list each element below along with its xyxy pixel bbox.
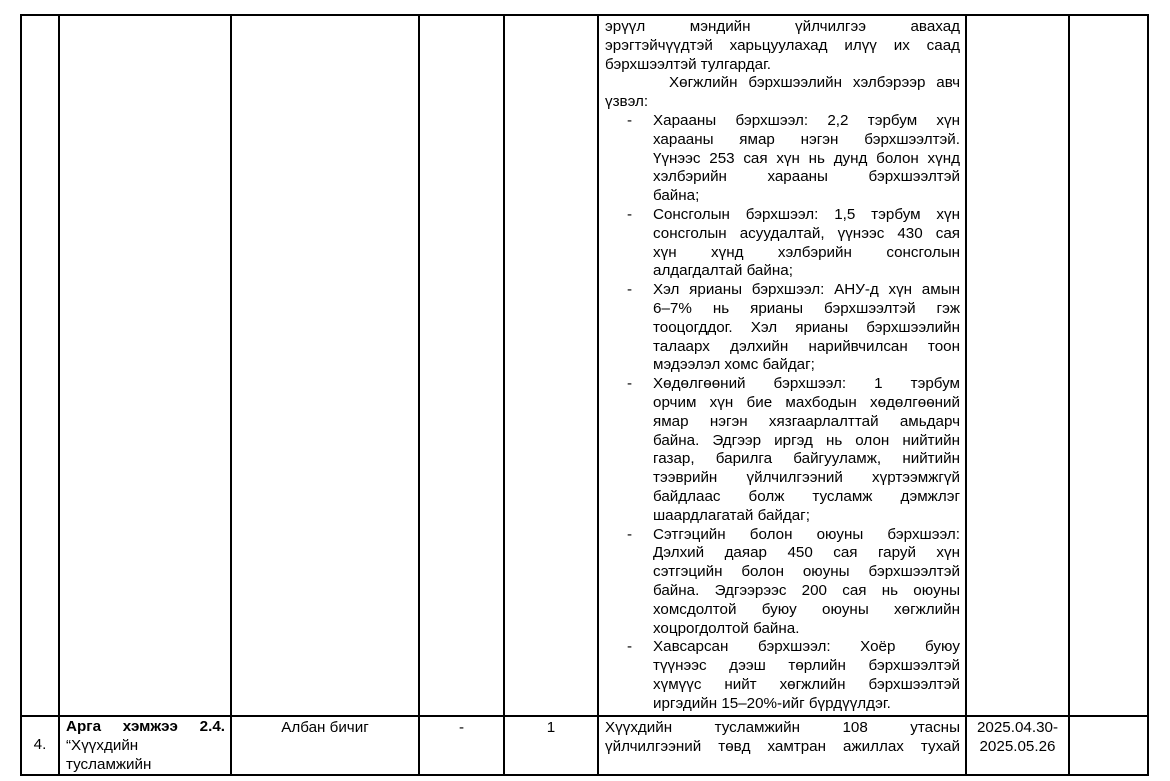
text-line: байна;: [653, 187, 700, 205]
empty-cell: [1069, 716, 1148, 775]
paragraph: [605, 18, 960, 74]
text-line: иргэдийн 15–20%-ийг бүрдүүлдэг.: [653, 694, 891, 712]
text-line: мэдээлэл хомс байдаг;: [653, 356, 815, 374]
text-line: Үүнээс 253 сая хүн нь дунд болон хүнд: [653, 149, 960, 167]
text-line: Хэл ярианы бэрхшээл: АНУ-д хүн амын: [653, 281, 960, 299]
bullet-item: [627, 638, 960, 713]
text-line: харааны ямар нэгэн бэрхшээлтэй.: [653, 130, 960, 148]
bullet-marker: -: [627, 375, 633, 393]
bullet-marker: -: [627, 638, 633, 656]
text-line: үзвэл:: [605, 93, 649, 111]
bullet-item: [627, 205, 960, 281]
text-line: хүн хүнд хэлбэрийн сонсголын: [653, 243, 960, 261]
text-line: Харааны бэрхшээл: 2,2 тэрбум хүн: [653, 111, 960, 129]
bullet-marker: -: [627, 111, 633, 129]
measure-title: Арга хэмжээ 2.4.: [66, 718, 225, 735]
text-line: орчим хүн бие махбодын хөдөлгөөний: [653, 393, 960, 411]
disability-description-cell: [598, 15, 966, 716]
date-start: 2025.04.30-: [976, 719, 1059, 736]
text-line: газар, барилга байгууламж, нийтийн: [653, 450, 960, 468]
text-line: бэрхшээлтэй тулгардаг.: [605, 55, 771, 73]
date-end: 2025.05.26: [979, 737, 1056, 755]
empty-cell: [966, 15, 1069, 716]
bullet-item: [627, 281, 960, 375]
text-line: ямар нэгэн хязгаарлалттай амьдарч: [653, 412, 960, 430]
text-line: сэтгэцийн болон оюуны бэрхшээлтэй: [653, 563, 960, 581]
activity-line: Хүүхдийн тусламжийн 108 утасны: [605, 719, 960, 736]
empty-cell: [1069, 15, 1148, 716]
text-line: шаардлагатай байдаг;: [653, 506, 810, 524]
table-row-continuation: [21, 15, 1148, 716]
text-line: байна. Эдгээрээс 200 сая нь оюуны: [653, 581, 960, 599]
text-line: Хавсарсан бэрхшээл: Хоёр буюу: [653, 638, 960, 656]
empty-cell: [59, 15, 231, 716]
bullet-marker: -: [627, 525, 633, 543]
row-number-cell: [21, 716, 59, 775]
text-line: байдлаас болж тусламж дэмжлэг: [653, 487, 960, 505]
quantity-value: 1: [546, 719, 556, 736]
paragraph: [605, 74, 960, 112]
activity-description-cell: [598, 716, 966, 775]
text-line: Сонсголын бэрхшээл: 1,5 тэрбум хүн: [653, 205, 960, 223]
text-line: хоцрогдолтой байна.: [653, 619, 800, 637]
text-line: Хөдөлгөөний бэрхшээл: 1 тэрбум: [653, 375, 960, 393]
text-line: хомсдолтой буюу оюуны хөгжлийн: [653, 600, 960, 618]
bullet-item: [627, 111, 960, 206]
text-line: хүмүүс нийт хөгжлийн бэрхшээлтэй: [653, 675, 960, 693]
report-table: [20, 14, 1149, 776]
row-number: 4.: [33, 736, 47, 754]
document-type-cell: [231, 716, 419, 775]
measure-subtitle: “Хүүхдийн тусламжийн: [66, 736, 152, 773]
empty-cell: [21, 15, 59, 716]
text-line: Хөгжлийн бэрхшээлийн хэлбэрээр авч: [669, 74, 960, 92]
text-line: тээврийн үйлчилгээний хүртээмжгүй: [653, 469, 960, 487]
text-line: 6–7% нь ярианы бэрхшээлтэй гэж: [653, 299, 960, 317]
text-line: түүнээс дээш төрлийн бэрхшээлтэй: [653, 657, 960, 675]
table-row: [21, 716, 1148, 775]
text-line: Сэтгэцийн болон оюуны бэрхшээл:: [653, 525, 960, 543]
text-line: талаарх дэлхийн нарийвчилсан тоон: [653, 337, 960, 355]
dash-value: -: [458, 719, 465, 736]
bullet-item: [627, 375, 960, 525]
text-line: сонсголын асуудалтай, үүнээс 430 сая: [653, 224, 960, 242]
empty-cell: [504, 15, 598, 716]
document-type: Албан бичиг: [281, 719, 369, 736]
text-line: эрэгтэйчүүдтэй харьцуулахад илүү их саад: [605, 36, 960, 54]
dash-cell: [419, 716, 504, 775]
bullet-marker: -: [627, 281, 633, 299]
text-line: Дэлхий даяар 450 сая гаруй хүн: [653, 544, 960, 562]
text-line: алдагдалтай байна;: [653, 262, 793, 280]
date-range-cell: [966, 716, 1069, 775]
text-line: тооцогддог. Хэл ярианы бэрхшээлийн: [653, 318, 960, 336]
bullet-item: [627, 525, 960, 639]
text-line: эрүүл мэндийн үйлчилгээ авахад: [605, 18, 960, 35]
activity-line: үйлчилгээний төвд хамтран ажиллах тухай: [605, 737, 960, 755]
disability-text: [605, 18, 960, 713]
text-line: хэлбэрийн харааны бэрхшээлтэй: [653, 168, 960, 186]
empty-cell: [231, 15, 419, 716]
empty-cell: [419, 15, 504, 716]
measure-name-cell: [59, 716, 231, 775]
quantity-cell: [504, 716, 598, 775]
bullet-marker: -: [627, 205, 633, 223]
text-line: байна. Эдгээр иргэд нь олон нийтийн: [653, 431, 960, 449]
